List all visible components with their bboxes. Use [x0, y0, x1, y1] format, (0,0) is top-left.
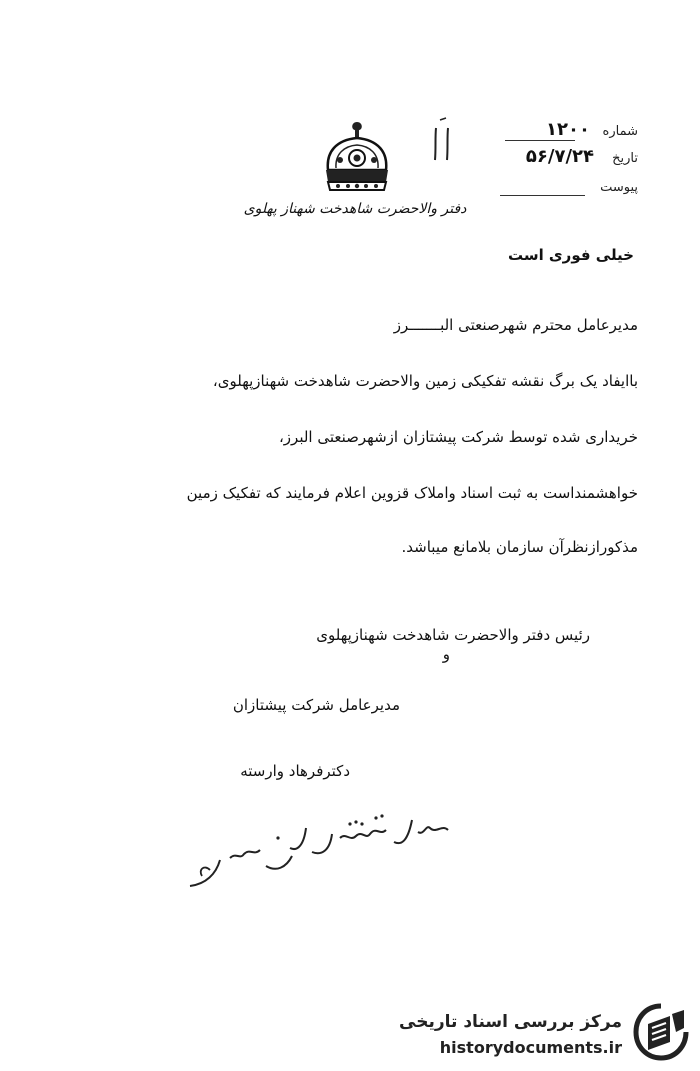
body-line-1: باایفاد یک برگ نقشه تفکیکی زمین والاحضرت شاهدخت شهنازپهلوی،	[212, 372, 638, 390]
archive-center-name: مرکز بررسی اسناد تاریخی	[399, 1012, 622, 1032]
body-line-2: خریداری شده توسط شرکت پیشتازان ازشهرصنعتی البرز،	[278, 428, 638, 446]
folio-mark-icon	[426, 116, 460, 164]
urgency-note: خیلی فوری است	[507, 246, 634, 264]
recipient-3: دکترفرهاد وارسته	[240, 762, 350, 780]
recipient-1: رئیس دفتر والاحضرت شاهدخت شهنازپهلوی	[316, 626, 590, 644]
crown-crest-icon	[312, 118, 402, 200]
number-value: ۱۲۰۰	[546, 119, 590, 140]
number-label: شماره	[602, 124, 638, 139]
recipient-2: مدیرعامل شرکت پیشتازان	[232, 696, 400, 714]
attachment-label: پیوست	[600, 180, 638, 195]
addressee: مدیرعامل محترم شهرصنعتی البـــــــرز	[393, 316, 638, 334]
body-line-3: خواهشمنداست به ثبت اسناد واملاک قزوین اعلام فرمایند که تفکیک زمین	[186, 484, 638, 502]
archive-website: historydocuments.ir	[439, 1038, 622, 1057]
date-value: ۵۶/۷/۲۴	[525, 146, 594, 167]
handwritten-signature-icon	[180, 790, 470, 900]
office-name: دفتر والاحضرت شاهدخت شهناز پهلوی	[243, 201, 467, 217]
number-underline	[505, 140, 575, 141]
attachment-underline	[500, 195, 585, 196]
body-line-4: مذکورازنظرآن سازمان بلامانع میباشد.	[401, 538, 638, 556]
recipient-conjunction: و	[442, 645, 450, 663]
date-label: تاریخ	[612, 151, 638, 166]
archive-logo-icon	[632, 1002, 690, 1062]
